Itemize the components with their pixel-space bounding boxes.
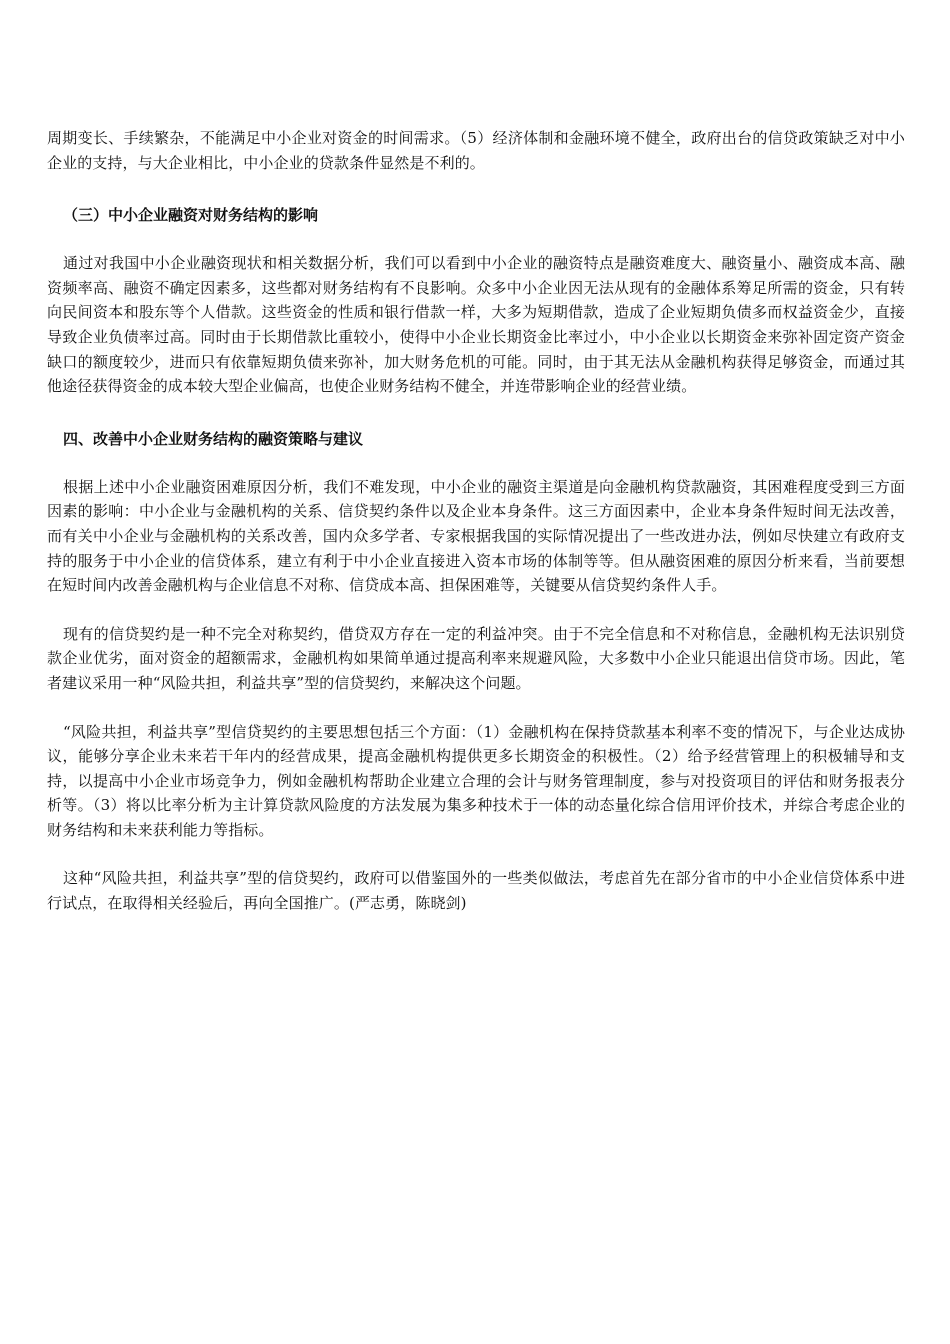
paragraph-credit-contract: 现有的信贷契约是一种不完全对称契约，借贷双方存在一定的利益冲突。由于不完全信息和不对称信息，金融机构无法识别贷款企业优劣，面对资金的超额需求，金融机构如果简单通过提高利率来规避风险，大多数中小企业只能退出信贷市场。因此，笔者建议采用一种“风险共担，利益共享”型的信贷契约，来解决这个问题。 — [47, 624, 905, 692]
spacer — [47, 227, 905, 251]
spacer — [47, 451, 905, 475]
section-heading-4: 四、改善中小企业财务结构的融资策略与建议 — [63, 429, 364, 448]
spacer — [47, 598, 905, 622]
paragraph-continuation: 周期变长、手续繁杂，不能满足中小企业对资金的时间需求。（5）经济体制和金融环境不健全，政府出台的信贷政策缺乏对中小企业的支持，与大企业相比，中小企业的贷款条件显然是不利的。 — [47, 129, 905, 172]
section-heading-3: （三）中小企业融资对财务结构的影响 — [63, 206, 319, 225]
spacer — [47, 696, 905, 720]
paragraph-analysis: 根据上述中小企业融资困难原因分析，我们不难发现，中小企业的融资主渠道是向金融机构贷款融资，其困难程度受到三方面因素的影响：中小企业与金融机构的关系、信贷契约条件以及企业本身条件。这三方面因素中，企业本身条件短时间无法改善，而有关中小企业与金融机构的关系改善，国内众多学者、专家根据我国的实际情况提出了一些改进办法，例如尽快建立有政府支持的服务于中小企业的信贷体系，建立有利于中小企业直接进入资本市场的体制等等。但从融资困难的原因分析来看，当前要想在短时间内改善金融机构与企业信息不对称、信贷成本高、担保困难等，关键要从信贷契约条件人手。 — [47, 477, 905, 595]
paragraph-conclusion: 这种“风险共担，利益共享”型的信贷契约，政府可以借鉴国外的一些类似做法，考虑首先在部分省市的中小企业信贷体系中进行试点，在取得相关经验后，再向全国推广。(严志勇，陈晓剑) — [47, 869, 905, 913]
spacer — [47, 399, 905, 427]
paragraph-financing-impact: 通过对我国中小企业融资现状和相关数据分析，我们可以看到中小企业的融资特点是融资难度大、融资量小、融资成本高、融资频率高、融资不确定因素多，这些都对财务结构有不良影响。众多中小企业因无法从现有的金融体系筹足所需的资金，只有转向民间资本和股东等个人借款。这些资金的性质和银行借款一样，大多为短期借款，造成了企业短期负债多而权益资金少，直接导致企业负债率过高。同时由于长期借款比重较小，使得中小企业长期资金比率过小，中小企业以长期资金来弥补固定资产资金缺口的额度较少，进而只有依靠短期负债来弥补，加大财务危机的可能。同时，由于其无法从金融机构获得足够资金，而通过其他途径获得资金的成本较大型企业偏高，也使企业财务结构不健全，并连带影响企业的经营业绩。 — [47, 254, 905, 396]
document-page — [47, 126, 905, 916]
spacer — [47, 175, 905, 203]
spacer — [47, 842, 905, 866]
paragraph-main-ideas: “风险共担，利益共享”型信贷契约的主要思想包括三个方面：（1）金融机构在保持贷款基本利率不变的情况下，与企业达成协议，能够分享企业未来若干年内的经营成果，提高金融机构提供更多长期资金的积极性。（2）给予经营管理上的积极辅导和支持，以提高中小企业市场竞争力，例如金融机构帮助企业建立合理的会计与财务管理制度，参与对投资项目的评估和财务报表分析等。（3）将以比率分析为主计算贷款风险度的方法发展为集多种技术于一体的动态量化综合信用评价技术，并综合考虑企业的财务结构和未来获利能力等指标。 — [47, 722, 905, 839]
